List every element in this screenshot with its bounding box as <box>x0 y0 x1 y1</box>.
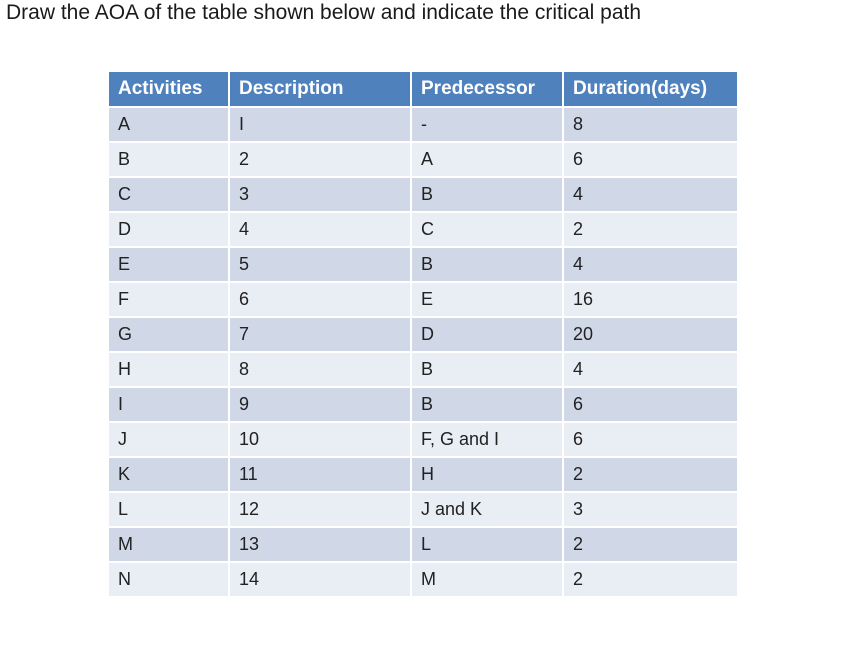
table-row <box>108 387 738 422</box>
cell-duration: 8 <box>563 107 738 142</box>
cell-activity: F <box>108 282 229 317</box>
cell-predecessor: C <box>411 212 563 247</box>
cell-predecessor: B <box>411 352 563 387</box>
header-description: Description <box>229 71 411 107</box>
table-row <box>108 177 738 212</box>
table-row <box>108 352 738 387</box>
page-title: Draw the AOA of the table shown below and indicate the critical path <box>6 1 642 24</box>
cell-predecessor: B <box>411 387 563 422</box>
cell-duration: 4 <box>563 352 738 387</box>
cell-predecessor: A <box>411 142 563 177</box>
cell-activity: I <box>108 387 229 422</box>
table-row <box>108 317 738 352</box>
cell-duration: 2 <box>563 527 738 562</box>
cell-predecessor: - <box>411 107 563 142</box>
cell-description: 3 <box>229 177 411 212</box>
cell-activity: C <box>108 177 229 212</box>
table-row <box>108 527 738 562</box>
header-activities: Activities <box>108 71 229 107</box>
cell-duration: 6 <box>563 387 738 422</box>
cell-predecessor: F, G and I <box>411 422 563 457</box>
cell-duration: 4 <box>563 247 738 282</box>
cell-description: 2 <box>229 142 411 177</box>
cell-activity: J <box>108 422 229 457</box>
table-row <box>108 142 738 177</box>
cell-description: 12 <box>229 492 411 527</box>
cell-duration: 3 <box>563 492 738 527</box>
table-row <box>108 212 738 247</box>
cell-duration: 4 <box>563 177 738 212</box>
table-row <box>108 492 738 527</box>
table-row <box>108 247 738 282</box>
cell-description: 11 <box>229 457 411 492</box>
table-row <box>108 562 738 597</box>
cell-description: 9 <box>229 387 411 422</box>
cell-predecessor: L <box>411 527 563 562</box>
cell-description: 13 <box>229 527 411 562</box>
cell-duration: 2 <box>563 562 738 597</box>
cell-duration: 20 <box>563 317 738 352</box>
cell-description: I <box>229 107 411 142</box>
cell-activity: H <box>108 352 229 387</box>
cell-predecessor: M <box>411 562 563 597</box>
table-row <box>108 422 738 457</box>
cell-activity: N <box>108 562 229 597</box>
cell-description: 10 <box>229 422 411 457</box>
cell-description: 8 <box>229 352 411 387</box>
cell-activity: A <box>108 107 229 142</box>
cell-predecessor: B <box>411 247 563 282</box>
cell-activity: G <box>108 317 229 352</box>
cell-activity: L <box>108 492 229 527</box>
cell-description: 7 <box>229 317 411 352</box>
cell-predecessor: E <box>411 282 563 317</box>
cell-description: 4 <box>229 212 411 247</box>
cell-predecessor: B <box>411 177 563 212</box>
cell-description: 14 <box>229 562 411 597</box>
cell-duration: 2 <box>563 457 738 492</box>
cell-activity: M <box>108 527 229 562</box>
cell-description: 5 <box>229 247 411 282</box>
cell-activity: B <box>108 142 229 177</box>
table-header-row <box>108 71 738 107</box>
activity-table <box>107 70 739 598</box>
cell-duration: 2 <box>563 212 738 247</box>
cell-predecessor: H <box>411 457 563 492</box>
cell-activity: E <box>108 247 229 282</box>
header-predecessor: Predecessor <box>411 71 563 107</box>
cell-duration: 16 <box>563 282 738 317</box>
table-row <box>108 107 738 142</box>
table-body <box>108 107 738 597</box>
cell-predecessor: D <box>411 317 563 352</box>
cell-activity: D <box>108 212 229 247</box>
cell-activity: K <box>108 457 229 492</box>
header-duration: Duration(days) <box>563 71 738 107</box>
cell-predecessor: J and K <box>411 492 563 527</box>
table-row <box>108 457 738 492</box>
cell-duration: 6 <box>563 142 738 177</box>
cell-duration: 6 <box>563 422 738 457</box>
cell-description: 6 <box>229 282 411 317</box>
table-row <box>108 282 738 317</box>
